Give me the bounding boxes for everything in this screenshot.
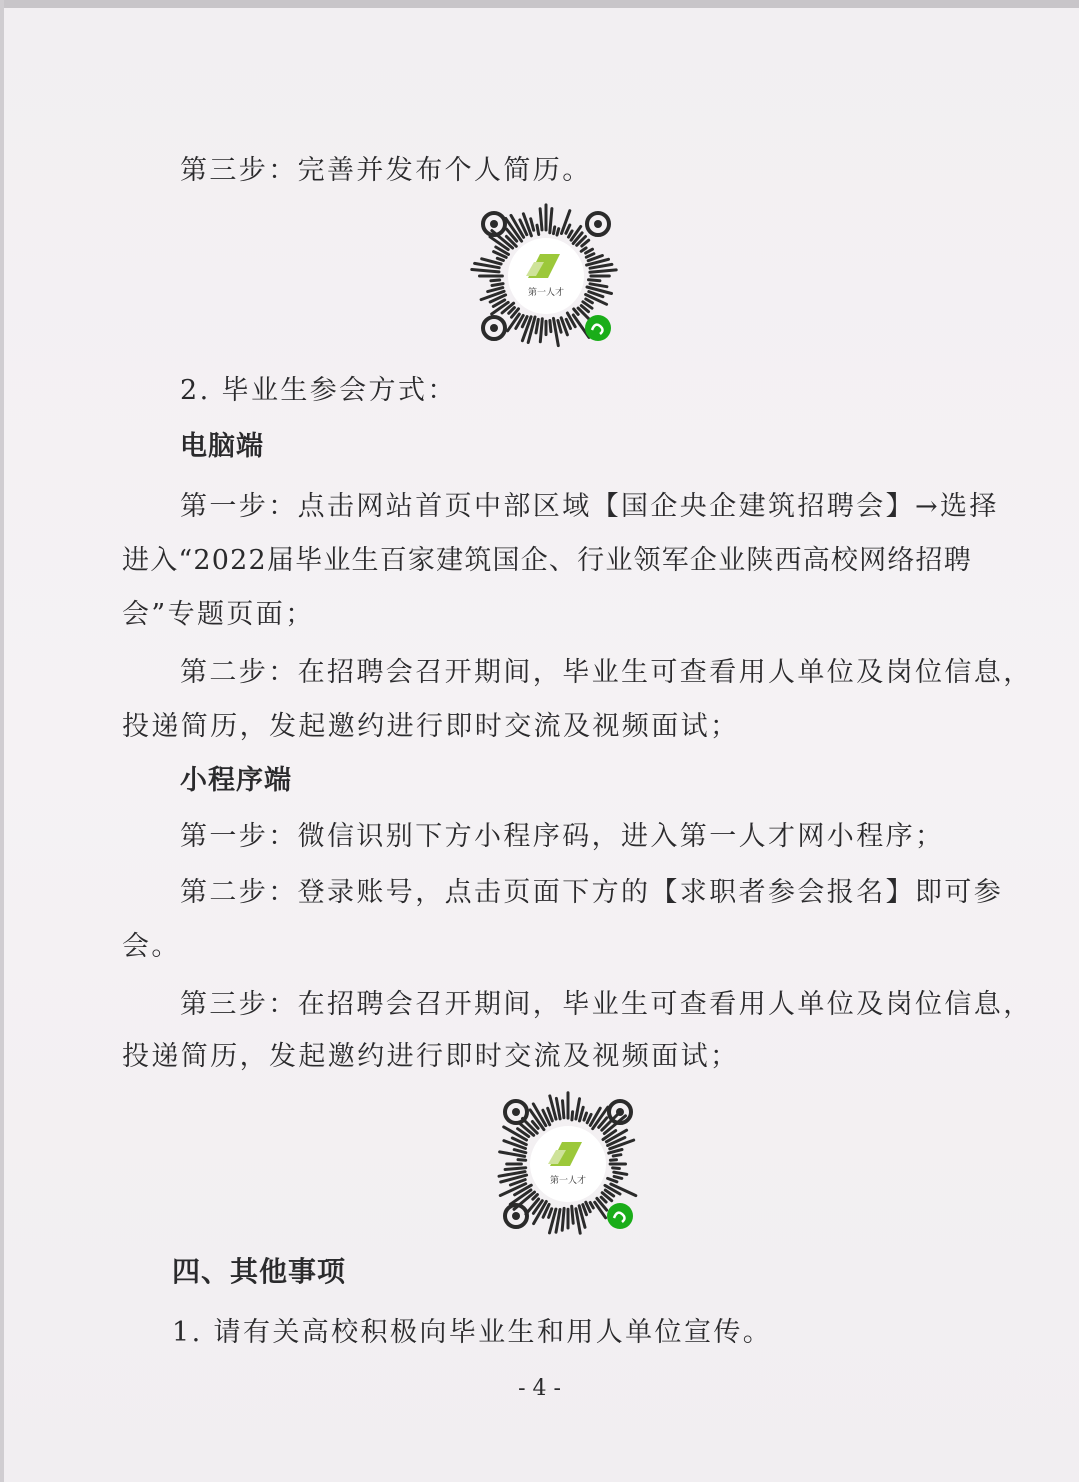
qr-pattern-2 bbox=[492, 1088, 644, 1240]
mini-step2-line1: 第二步：登录账号，点击页面下方的【求职者参会报名】即可参 bbox=[180, 877, 1004, 908]
mini-program-heading: 小程序端 bbox=[180, 765, 292, 796]
scan-edge-top bbox=[0, 0, 1079, 8]
qr-pattern-1 bbox=[470, 200, 622, 352]
pc-step1-line3: 会”专题页面； bbox=[122, 599, 315, 630]
mini-step3-line2: 投递简历，发起邀约进行即时交流及视频面试； bbox=[122, 1041, 740, 1072]
step3-resume-line: 第三步：完善并发布个人简历。 bbox=[180, 155, 592, 186]
qr-logo-text: 第一人才 bbox=[549, 1176, 587, 1186]
page-number: - 4 - bbox=[518, 1376, 561, 1401]
qr-logo-text: 第一人才 bbox=[527, 288, 565, 298]
graduate-participation-title: 2. 毕业生参会方式： bbox=[180, 375, 457, 406]
pc-heading: 电脑端 bbox=[180, 431, 264, 462]
mini-program-qr-code-2[interactable] bbox=[492, 1088, 638, 1234]
scan-edge-left bbox=[0, 0, 4, 1482]
pc-step1-line1: 第一步：点击网站首页中部区域【国企央企建筑招聘会】→选择 bbox=[180, 491, 999, 522]
pc-step2-line2: 投递简历，发起邀约进行即时交流及视频面试； bbox=[122, 711, 740, 742]
mini-program-qr-code-1[interactable] bbox=[470, 200, 616, 346]
mini-step3-line1: 第三步：在招聘会召开期间，毕业生可查看用人单位及岗位信息， bbox=[180, 989, 1033, 1020]
pc-step1-line2: 进入“2022届毕业生百家建筑国企、行业领军企业陕西高校网络招聘 bbox=[122, 545, 972, 576]
section4-item1: 1. 请有关高校积极向毕业生和用人单位宣传。 bbox=[172, 1317, 773, 1348]
section4-heading: 四、其他事项 bbox=[172, 1255, 347, 1288]
pc-step2-line1: 第二步：在招聘会召开期间，毕业生可查看用人单位及岗位信息， bbox=[180, 657, 1033, 688]
mini-step1-line: 第一步：微信识别下方小程序码，进入第一人才网小程序； bbox=[180, 821, 945, 852]
mini-step2-line2: 会。 bbox=[122, 931, 181, 962]
mini-program-badge-icon bbox=[585, 315, 611, 341]
mini-program-badge-icon bbox=[607, 1203, 633, 1229]
